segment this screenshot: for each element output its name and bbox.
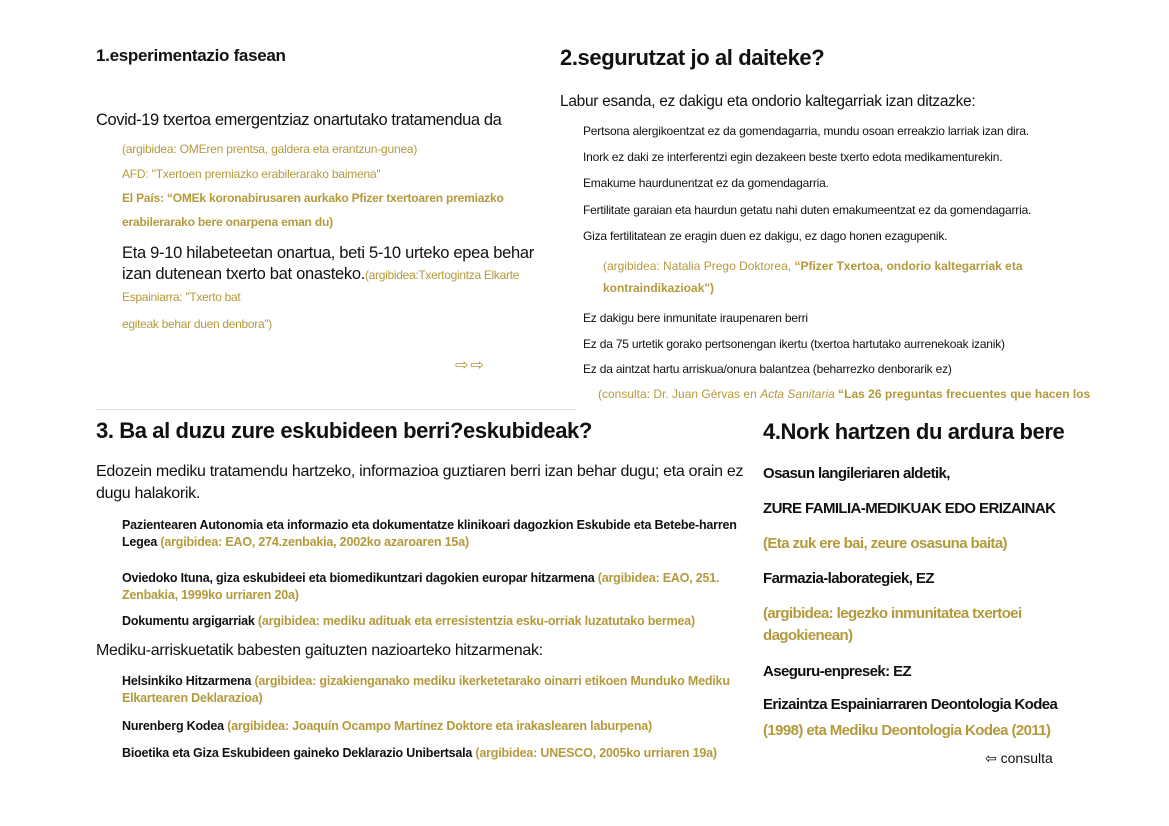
panel2-source-title[interactable]: “Pfizer Txertoa, ondorio kaltegarriak eta kontraindikazioak") xyxy=(603,259,1023,295)
panel3-intl-item-source[interactable]: (argibidea: gizakienganako mediku ikerketetarako oinarri etikoen Munduko Mediku Elkartearen Deklarazioa) xyxy=(122,674,730,705)
panel2-source[interactable] xyxy=(603,255,1053,299)
panel3-intl-item-text: Bioetika eta Giza Eskubideen gaineko Deklarazio Unibertsala xyxy=(122,746,476,760)
panel4-insurance: Aseguru-enpresek: EZ xyxy=(763,663,912,680)
panel2-consulta-journal: Acta Sanitaria xyxy=(760,387,835,401)
panel1-body-text: Eta 9-10 hilabeteetan onartua, beti 5-10 urteko epea behar izan dutenean txerto bat onasteko. xyxy=(122,244,534,283)
panel2-item: Fertilitate garaian eta haurdun getatu nahi duten emakumeentzat ez da gomendagarria. xyxy=(583,203,1032,217)
panel3-rights-item xyxy=(122,517,737,550)
panel3-rights-item xyxy=(122,613,737,630)
panel2-item: Ez da 75 urtetik gorako pertsonengan ikertu (txertoa hartutako aurrenekoak izanik) xyxy=(583,337,1005,351)
panel4-nursing-code: Erizaintza Espainiarraren Deontologia Kodea xyxy=(763,696,1058,713)
panel2-consulta[interactable] xyxy=(598,387,1090,401)
panel3-intl-item xyxy=(122,745,737,762)
consulta-link[interactable] xyxy=(985,750,1053,767)
panel3-intl-item-text: Helsinkiko Hitzarmena xyxy=(122,674,255,688)
panel2-item: Emakume haurdunentzat ez da gomendagarria. xyxy=(583,176,829,190)
panel4-family-doctors: ZURE FAMILIA-MEDIKUAK EDO ERIZAINAK xyxy=(763,500,1056,517)
panel2-consulta-title[interactable]: “Las 26 preguntas frecuentes que hacen los xyxy=(834,387,1091,401)
panel2-item: Ez dakigu bere inmunitate iraupenaren berri xyxy=(583,311,808,325)
panel3-rights-item-source[interactable]: (argibidea: EAO, 274.zenbakia, 2002ko azaroaren 15a) xyxy=(160,534,469,549)
panel2-item: Pertsona alergikoentzat ez da gomendagarria, mundu osoan erreakzio larriak izan dira. xyxy=(583,124,1029,138)
panel3-rights-item xyxy=(122,570,737,603)
panel2-consulta-prefix: (consulta: Dr. Juan Gérvas en xyxy=(598,387,761,401)
panel1-body-citation[interactable]: (argibidea:Txertogintza Elkarte Espainiarra: "Txerto bat xyxy=(122,268,520,304)
panel1-source-afd[interactable]: AFD: "Txertoen premiazko erabilerarako baimena" xyxy=(122,167,381,181)
panel2-item: Giza fertilitatean ze eragin duen ez dakigu, ez dago honen ezagupenik. xyxy=(583,229,948,243)
panel1-source-elpais-line1[interactable]: El País: “OMEk koronabirusaren aurkako Pfizer txertoaren premiazko xyxy=(122,191,504,205)
panel2-intro: Labur esanda, ez dakigu eta ondorio kaltegarriak izan ditzazke: xyxy=(560,93,976,110)
panel1-intro: Covid-19 txertoa emergentziaz onartutako tratamendua da xyxy=(96,111,502,129)
panel1-source-who[interactable]: (argibidea: OMEren prentsa, galdera eta erantzun-gunea) xyxy=(122,142,418,156)
panel3-rights-item-text: Oviedoko Ituna, giza eskubideei eta biomedikuntzari dagokien europar hitzarmena xyxy=(122,571,598,585)
panel3-intl-item-source[interactable]: (argibidea: UNESCO, 2005ko urriaren 19a) xyxy=(475,746,717,760)
panel3-intl-item-text: Nurenberg Kodea xyxy=(122,719,228,733)
panel2-item: Inork ez daki ze interferentzi egin dezakeen beste txerto edota medikamenturekin. xyxy=(583,150,1003,164)
panel2-source-prefix: (argibidea: Natalia Prego Doktorea, xyxy=(603,259,795,273)
panel3-intl-title: Mediku-arriskuetatik babesten gaituzten nazioarteko hitzarmenak: xyxy=(96,642,543,659)
panel4-you-too: (Eta zuk ere bai, zeure osasuna baita) xyxy=(763,535,1007,552)
panel1-body xyxy=(122,243,562,335)
panel4-medical-code: (1998) eta Mediku Deontologia Kodea (2011) xyxy=(763,722,1051,739)
panel4-pharma-labs: Farmazia-laborategiek, EZ xyxy=(763,570,934,587)
back-arrow-icon[interactable]: ⇦ xyxy=(985,750,997,766)
panel1-source-elpais-line2[interactable]: erabilerarako bere onarpena eman du) xyxy=(122,215,333,229)
panel3-intl-item-source[interactable]: (argibidea: Joaquín Ocampo Martínez Doktore eta irakaslearen laburpena) xyxy=(227,719,652,733)
panel3-intl-item xyxy=(122,673,737,706)
panel4-health-staff: Osasun langileriaren aldetik, xyxy=(763,465,950,482)
panel2-title: 2.segurutzat jo al daiteke? xyxy=(560,45,825,70)
panel3-rights-item-source[interactable]: (argibidea: mediku adituak eta erresistentzia esku-orriak luzatutako bermea) xyxy=(257,614,695,628)
panel1-body-citation-cont[interactable]: egiteak behar duen denbora") xyxy=(122,317,272,331)
panel3-intl-item xyxy=(122,718,737,735)
panel3-title: 3. Ba al duzu zure eskubideen berri?eskubideak? xyxy=(96,418,592,443)
consulta-label[interactable]: consulta xyxy=(1000,750,1053,766)
panel4-immunity-source[interactable]: (argibidea: legezko inmunitatea txertoei dagokienean) xyxy=(763,605,1022,644)
panel3-rights-item-source[interactable]: (argibidea: EAO, 251. Zenbakia, 1999ko urriaren 20a) xyxy=(122,571,720,602)
panel1-title: 1.esperimentazio fasean xyxy=(96,46,286,65)
panel2-item: Ez da aintzat hartu arriskua/onura balantzea (beharrezko denborarik ez) xyxy=(583,362,952,376)
panel3-rights-item-text: Pazientearen Autonomia eta informazio eta dokumentatze klinikoari dagozkion Eskubide eta Betebe-harren Legea xyxy=(122,518,737,549)
next-arrows-icon[interactable]: ⇨⇨ xyxy=(455,357,486,374)
panel4-title: 4.Nork hartzen du ardura bere xyxy=(763,419,1065,444)
section-divider xyxy=(96,409,576,410)
panel3-intro: Edozein mediku tratamendu hartzeko, informazioa guztiaren berri izan behar dugu; eta orain ez dugu halakorik. xyxy=(96,463,744,502)
panel3-rights-item-text: Dokumentu argigarriak xyxy=(122,614,258,628)
